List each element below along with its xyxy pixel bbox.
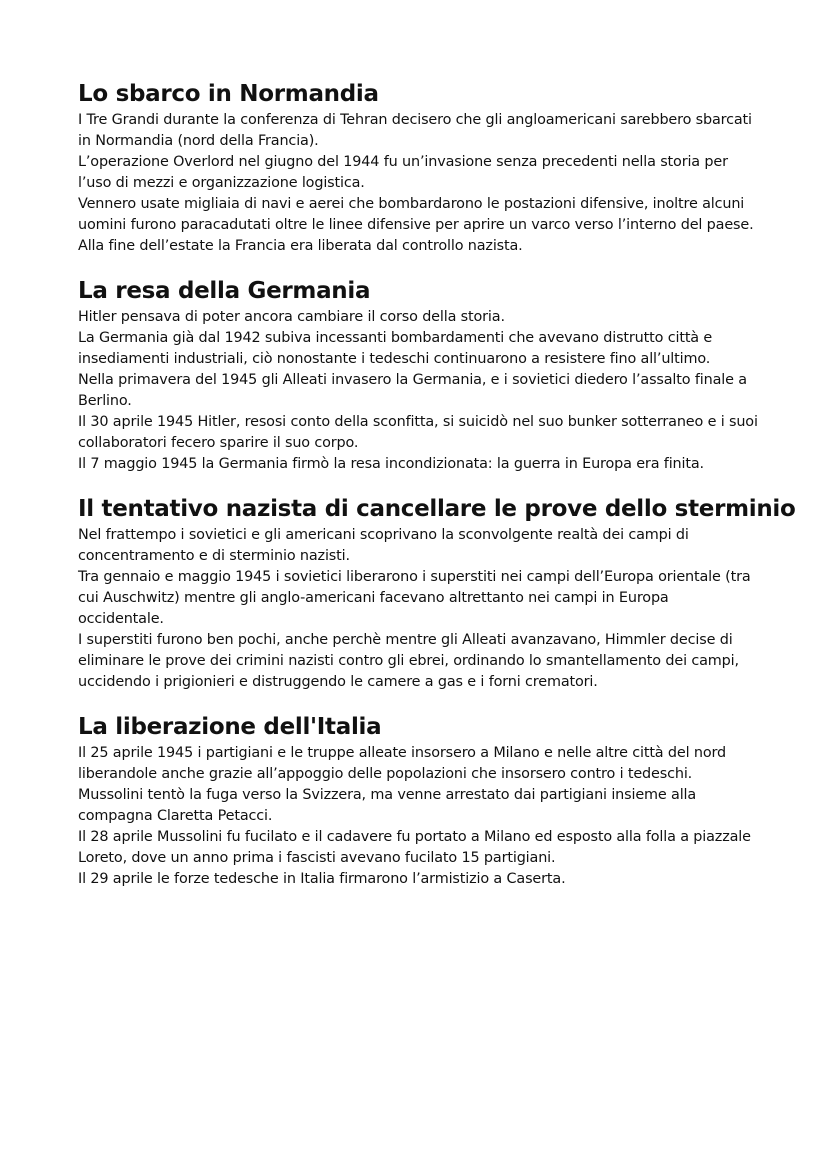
- paragraph: I superstiti furono ben pochi, anche perchè mentre gli Alleati avanzavano, Himmler decise di eliminare le prove dei crimini nazisti contro gli ebrei, ordinando lo smantellamento dei campi, uccidendo i prigionieri e distruggendo le camere a gas e i forni crematori.: [78, 632, 739, 690]
- paragraph: La Germania già dal 1942 subiva incessanti bombardamenti che avevano distrutto città e insediamenti industriali, ciò nonostante i tedeschi continuarono a resistere fino all’ultimo.: [78, 330, 713, 367]
- paragraph: Nella primavera del 1945 gli Alleati invasero la Germania, e i sovietici diedero l’assalto finale a Berlino.: [78, 372, 747, 409]
- section-liberazione-italia: [78, 712, 758, 890]
- paragraph: Mussolini tentò la fuga verso la Svizzera, ma venne arrestato dai partigiani insieme alla compagna Claretta Petacci.: [78, 787, 697, 824]
- section-title: Il tentativo nazista di cancellare le prove dello sterminio: [78, 496, 796, 522]
- paragraph: Alla fine dell’estate la Francia era liberata dal controllo nazista.: [78, 238, 523, 254]
- section-resa-germania: [78, 276, 758, 475]
- paragraph: Il 28 aprile Mussolini fu fucilato e il cadavere fu portato a Milano ed esposto alla folla a piazzale Loreto, dove un anno prima i fascisti avevano fucilato 15 partigiani.: [78, 829, 751, 866]
- section-title: La liberazione dell'Italia: [78, 714, 382, 740]
- section-prove-sterminio: [78, 494, 796, 693]
- paragraph: Il 7 maggio 1945 la Germania firmò la resa incondizionata: la guerra in Europa era finita.: [78, 456, 704, 472]
- section-title: Lo sbarco in Normandia: [78, 81, 379, 107]
- paragraph: Tra gennaio e maggio 1945 i sovietici liberarono i superstiti nei campi dell’Europa orientale (tra cui Auschwitz) mentre gli anglo-americani facevano altrettanto nei campi in Europa occidentale.: [78, 569, 751, 627]
- paragraph: L’operazione Overlord nel giugno del 1944 fu un’invasione senza precedenti nella storia per l’uso di mezzi e organizzazione logistica.: [78, 154, 728, 191]
- document-page: [78, 79, 796, 890]
- paragraph: I Tre Grandi durante la conferenza di Tehran decisero che gli angloamericani sarebbero sbarcati in Normandia (nord della Francia).: [78, 112, 752, 149]
- section-normandia: [78, 79, 758, 257]
- paragraph: Il 25 aprile 1945 i partigiani e le truppe alleate insorsero a Milano e nelle altre città del nord liberandole anche grazie all’appoggio delle popolazioni che insorsero contro i tedeschi.: [78, 745, 726, 782]
- paragraph: Il 30 aprile 1945 Hitler, resosi conto della sconfitta, si suicidò nel suo bunker sotterraneo e i suoi collaboratori fecero sparire il suo corpo.: [78, 414, 758, 451]
- paragraph: Vennero usate migliaia di navi e aerei che bombardarono le postazioni difensive, inoltre alcuni uomini furono paracadutati oltre le linee difensive per aprire un varco verso l’interno del paese.: [78, 196, 754, 233]
- paragraph: Nel frattempo i sovietici e gli americani scoprivano la sconvolgente realtà dei campi di concentramento e di sterminio nazisti.: [78, 527, 689, 564]
- paragraph: Hitler pensava di poter ancora cambiare il corso della storia.: [78, 309, 505, 325]
- section-title: La resa della Germania: [78, 278, 371, 304]
- paragraph: Il 29 aprile le forze tedesche in Italia firmarono l’armistizio a Caserta.: [78, 871, 566, 887]
